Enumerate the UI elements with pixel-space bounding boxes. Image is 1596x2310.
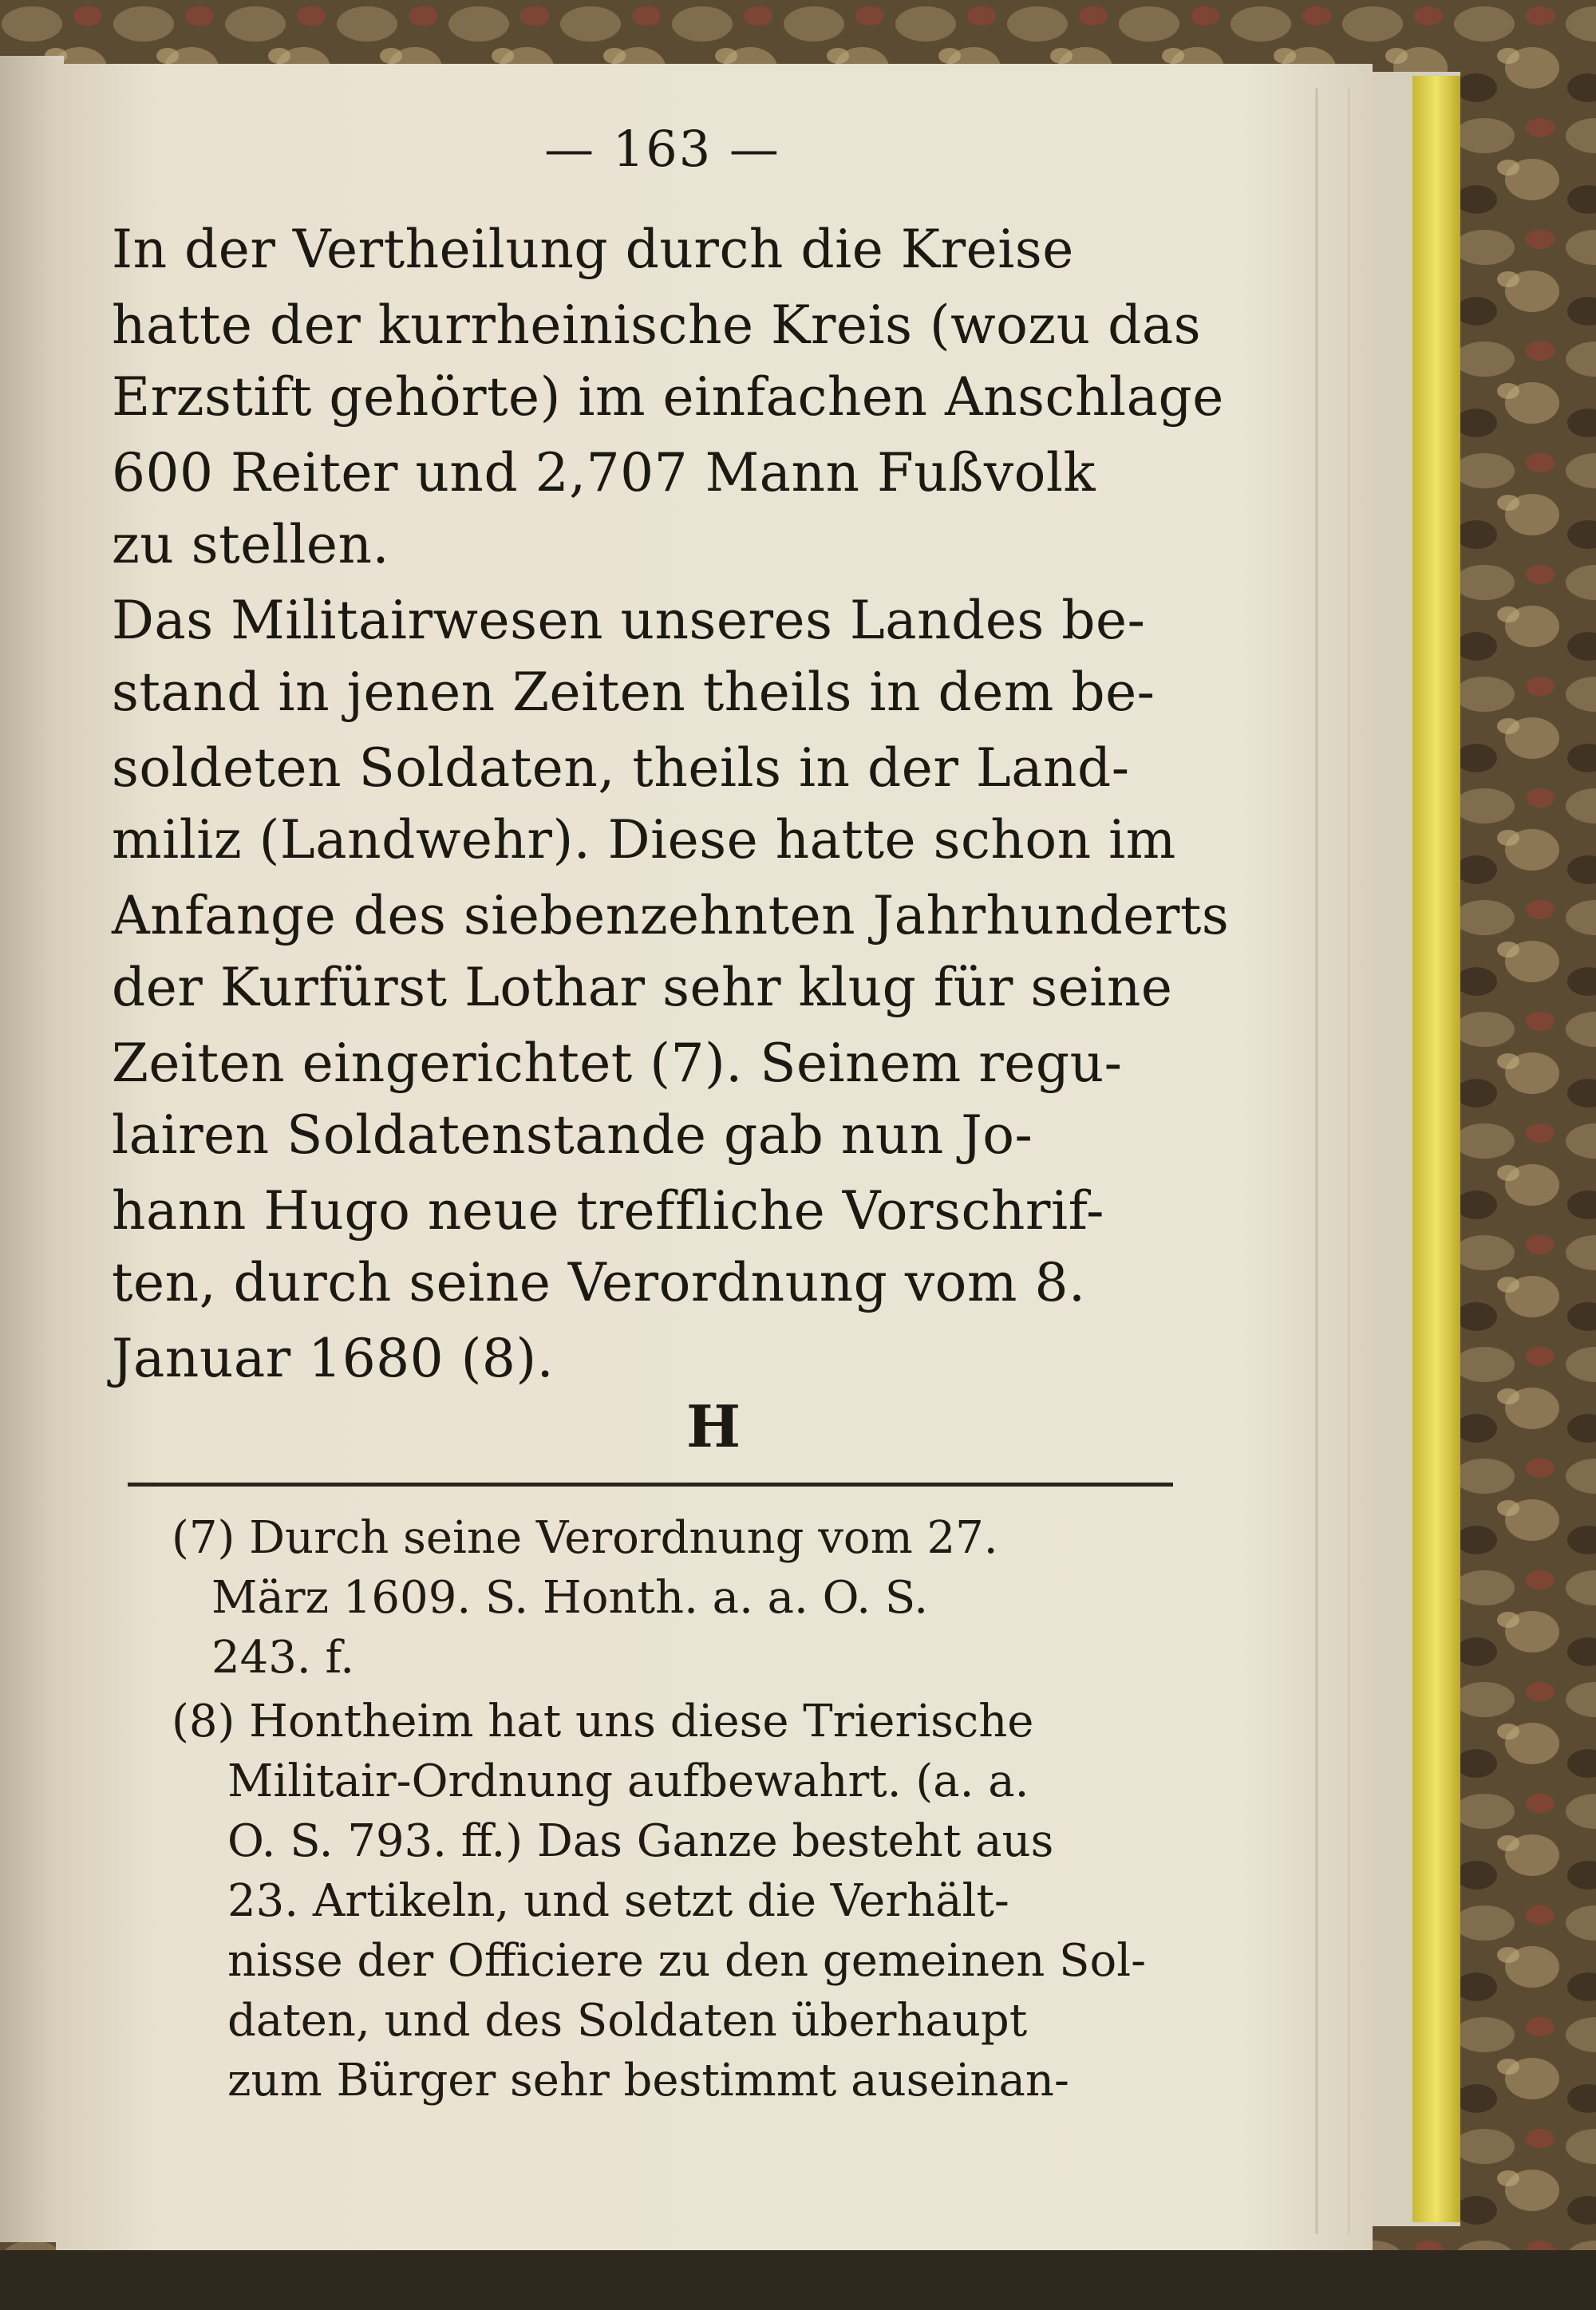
body-line: der Kurfürst Lothar sehr klug für seine — [112, 957, 1173, 1018]
body-line: In der Vertheilung durch die Kreise — [112, 219, 1074, 280]
catchword: H — [686, 1392, 741, 1460]
body-line: Erzstift gehörte) im einfachen Anschlage — [112, 366, 1224, 428]
footnote-line: 23. Artikeln, und setzt die Verhält- — [227, 1875, 1009, 1927]
footnote-line: O. S. 793. ff.) Das Ganze besteht aus — [227, 1815, 1054, 1867]
body-line: hann Hugo neue treffliche Vorschrif- — [112, 1180, 1104, 1242]
footnote-line: (7) Durch seine Verordnung vom 27. — [172, 1512, 998, 1564]
page-number: — 163 — — [544, 120, 780, 178]
body-line: miliz (Landwehr). Diese hatte schon im — [112, 809, 1176, 871]
footnote-line: (8) Hontheim hat uns diese Trierische — [172, 1696, 1034, 1747]
footnote-line: zum Bürger sehr bestimmt auseinan- — [227, 2055, 1069, 2107]
body-line: 600 Reiter und 2,707 Mann Fußvolk — [112, 442, 1096, 503]
body-line: lairen Soldatenstande gab nun Jo- — [112, 1104, 1033, 1166]
body-line: Anfange des siebenzehnten Jahrhunderts — [112, 885, 1230, 946]
body-line: Januar 1680 (8). — [112, 1328, 555, 1389]
body-line: hatte der kurrheinische Kreis (wozu das — [112, 294, 1202, 356]
footnote-line: nisse der Officiere zu den gemeinen Sol- — [227, 1935, 1147, 1987]
body-line: zu stellen. — [112, 514, 389, 575]
body-line: soldeten Soldaten, theils in der Land- — [112, 737, 1130, 799]
footnote-line: daten, und des Soldaten überhaupt — [227, 1995, 1028, 2047]
body-line: ten, durch seine Verordnung vom 8. — [112, 1252, 1086, 1313]
footnote-line: 243. f. — [211, 1632, 355, 1684]
body-line: Das Militairwesen unseres Landes be- — [112, 590, 1146, 651]
footnote-line: Militair-Ordnung aufbewahrt. (a. a. — [227, 1755, 1029, 1807]
footnote-rule — [128, 1483, 1173, 1487]
body-line: stand in jenen Zeiten theils in dem be- — [112, 661, 1156, 723]
body-line: Zeiten eingerichtet (7). Seinem regu- — [112, 1033, 1123, 1094]
footnote-line: März 1609. S. Honth. a. a. O. S. — [211, 1572, 929, 1624]
